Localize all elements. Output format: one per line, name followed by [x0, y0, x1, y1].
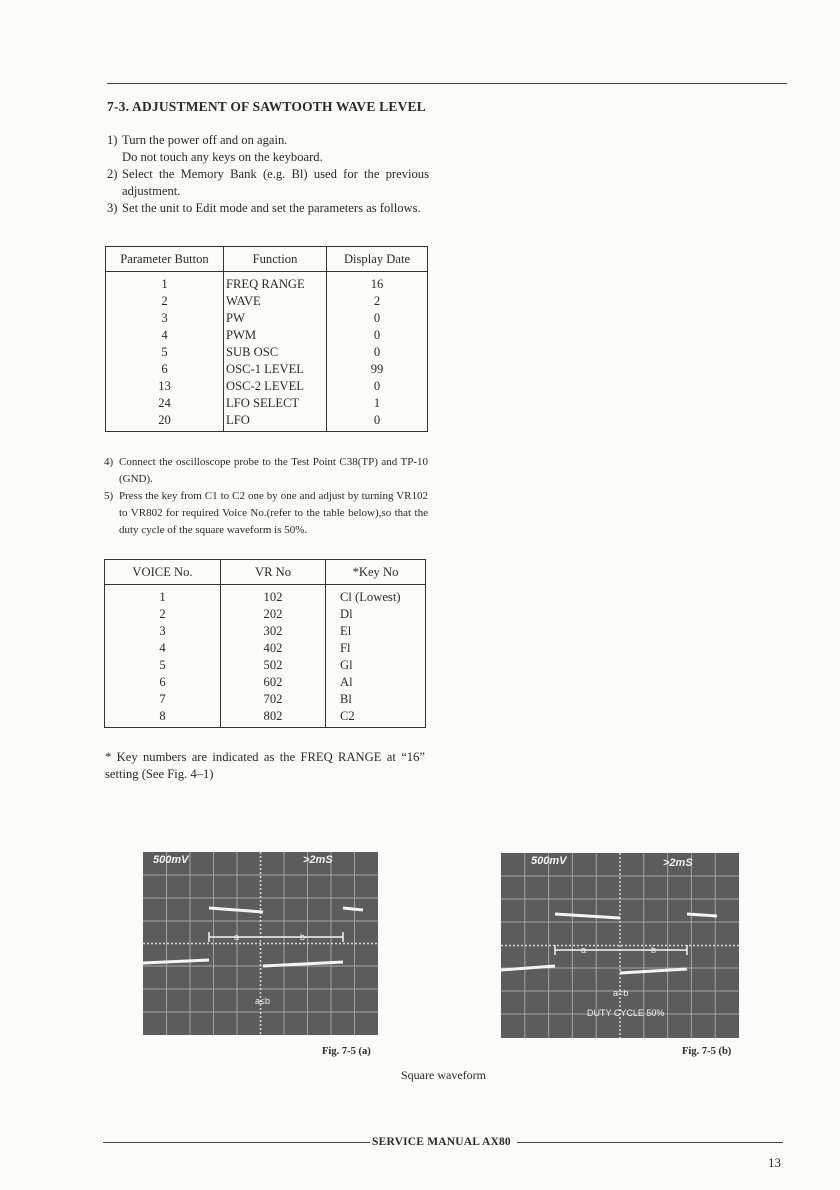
- column-header: *Key No: [326, 560, 426, 585]
- table-cell: 1: [327, 395, 428, 412]
- table-cell: PW: [224, 310, 327, 327]
- table-cell: 0: [327, 327, 428, 344]
- top-rule: [107, 83, 787, 84]
- table-cell: 7: [105, 691, 221, 708]
- step-3: [107, 200, 429, 217]
- step-text: Press the key from C1 to C2 one by one and adjust by turning VR102 to VR802 for required Voice No.(refer to the table below),so that the duty cycle of the square waveform is 50%.: [119, 490, 428, 536]
- table-cell: Cl (Lowest): [326, 585, 426, 607]
- column-header: Function: [224, 247, 327, 272]
- column-header: Display Date: [327, 247, 428, 272]
- table-cell: 302: [221, 623, 326, 640]
- oscilloscope-figure-a: [143, 852, 378, 1035]
- table-row: [105, 640, 426, 657]
- footer-rule-left: [103, 1142, 370, 1143]
- table-cell: Gl: [326, 657, 426, 674]
- marker-b-label: b: [651, 945, 657, 955]
- section-heading: 7-3. ADJUSTMENT OF SAWTOOTH WAVE LEVEL: [107, 99, 426, 114]
- step-number: 3): [107, 201, 118, 215]
- table-cell: Fl: [326, 640, 426, 657]
- table-row: [105, 585, 426, 607]
- duty-cycle-readout: DUTY CYCLE 50%: [587, 1008, 665, 1018]
- step-line: Select the Memory Bank (e.g. Bl) used for the previous adjustment.: [122, 167, 429, 198]
- table-cell: 13: [106, 378, 224, 395]
- table-cell: PWM: [224, 327, 327, 344]
- table-cell: 16: [327, 272, 428, 294]
- table-cell: FREQ RANGE: [224, 272, 327, 294]
- oscilloscope-figure-b: [501, 853, 739, 1038]
- instruction-steps: [107, 132, 429, 217]
- table-cell: 0: [327, 412, 428, 432]
- step-4: [104, 454, 428, 488]
- step-number: 4): [104, 456, 114, 468]
- table-cell: 5: [106, 344, 224, 361]
- table-cell: 8: [105, 708, 221, 728]
- table-cell: 2: [106, 293, 224, 310]
- step-line: Set the unit to Edit mode and set the parameters as follows.: [122, 201, 421, 215]
- step-2: [107, 166, 429, 200]
- table-cell: LFO: [224, 412, 327, 432]
- time-per-div-label: >2mS: [303, 854, 333, 866]
- table-cell: 0: [327, 378, 428, 395]
- table-cell: Dl: [326, 606, 426, 623]
- comparison-readout: a=b: [613, 988, 629, 998]
- marker-b-label: b: [300, 932, 306, 942]
- table-cell: 702: [221, 691, 326, 708]
- table-cell: WAVE: [224, 293, 327, 310]
- table-cell: 0: [327, 344, 428, 361]
- table-cell: 102: [221, 585, 326, 607]
- table-cell: 3: [106, 310, 224, 327]
- table-cell: 1: [105, 585, 221, 607]
- table-cell: 4: [106, 327, 224, 344]
- table-cell: 202: [221, 606, 326, 623]
- marker-a-label: a: [581, 945, 587, 955]
- table-cell: 0: [327, 310, 428, 327]
- volts-per-div-label: 500mV: [153, 854, 189, 866]
- table-cell: C2: [326, 708, 426, 728]
- marker-a-label: a: [234, 932, 240, 942]
- table-cell: Bl: [326, 691, 426, 708]
- instruction-steps-continued: [104, 454, 428, 539]
- table-cell: OSC-2 LEVEL: [224, 378, 327, 395]
- table-row: [105, 657, 426, 674]
- table-cell: 602: [221, 674, 326, 691]
- table-cell: 5: [105, 657, 221, 674]
- page-number: 13: [768, 1155, 781, 1170]
- table-row: [106, 293, 428, 310]
- figure-a-caption: Fig. 7-5 (a): [322, 1046, 371, 1057]
- table-row: [105, 674, 426, 691]
- table-cell: 2: [327, 293, 428, 310]
- footer-rule-right: [517, 1142, 783, 1143]
- table-cell: LFO SELECT: [224, 395, 327, 412]
- footer-title: SERVICE MANUAL AX80: [372, 1136, 511, 1148]
- voice-table: [104, 559, 426, 728]
- table-row: [105, 606, 426, 623]
- table-row: [105, 691, 426, 708]
- table-row: [106, 310, 428, 327]
- key-number-note: * Key numbers are indicated as the FREQ RANGE at “16” setting (See Fig. 4–1): [105, 750, 425, 781]
- table-cell: 802: [221, 708, 326, 728]
- table-row: [106, 272, 428, 294]
- table-cell: 2: [105, 606, 221, 623]
- table-row: [105, 623, 426, 640]
- table-cell: 6: [106, 361, 224, 378]
- column-header: VR No: [221, 560, 326, 585]
- table-cell: 20: [106, 412, 224, 432]
- table-cell: 99: [327, 361, 428, 378]
- figure-b-caption: Fig. 7-5 (b): [682, 1046, 732, 1057]
- table-cell: 6: [105, 674, 221, 691]
- table-row: [105, 708, 426, 728]
- step-5: [104, 488, 428, 539]
- column-header: VOICE No.: [105, 560, 221, 585]
- step-number: 2): [107, 167, 118, 181]
- time-per-div-label: >2mS: [663, 857, 693, 869]
- table-cell: 4: [105, 640, 221, 657]
- table-cell: SUB OSC: [224, 344, 327, 361]
- table-cell: 3: [105, 623, 221, 640]
- table-cell: 24: [106, 395, 224, 412]
- table-cell: El: [326, 623, 426, 640]
- step-line: Do not touch any keys on the keyboard.: [122, 150, 323, 164]
- figure-caption: Square waveform: [401, 1068, 486, 1082]
- table-cell: Al: [326, 674, 426, 691]
- table-cell: 402: [221, 640, 326, 657]
- step-text: Connect the oscilloscope probe to the Test Point C38(TP) and TP-10 (GND).: [119, 456, 428, 485]
- table-row: [106, 395, 428, 412]
- table-row: [106, 361, 428, 378]
- step-1: [107, 132, 429, 166]
- volts-per-div-label: 500mV: [531, 855, 567, 867]
- table-row: [106, 378, 428, 395]
- table-cell: 1: [106, 272, 224, 294]
- table-row: [106, 412, 428, 432]
- table-row: [106, 327, 428, 344]
- column-header: Parameter Button: [106, 247, 224, 272]
- comparison-readout: a≤b: [255, 996, 270, 1006]
- parameter-table: [105, 246, 428, 432]
- step-line: Turn the power off and on again.: [122, 133, 288, 147]
- table-cell: OSC-1 LEVEL: [224, 361, 327, 378]
- step-number: 1): [107, 133, 118, 147]
- step-number: 5): [104, 490, 114, 502]
- table-cell: 502: [221, 657, 326, 674]
- table-row: [106, 344, 428, 361]
